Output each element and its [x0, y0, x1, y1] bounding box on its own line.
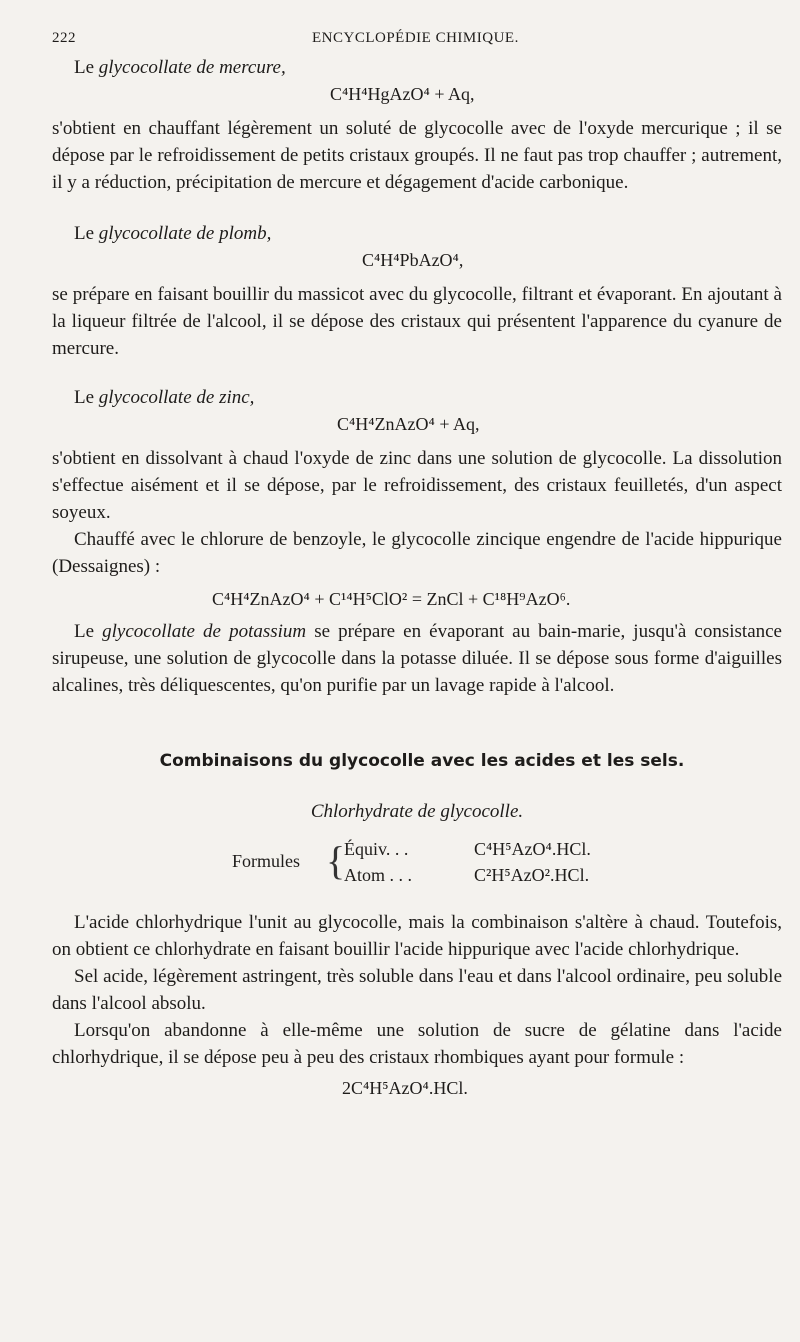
formules-label: Formules: [232, 851, 301, 871]
zinc-intro: Le glycocollate de zinc,: [74, 387, 255, 408]
running-title: ENCYCLOPÉDIE CHIMIQUE.: [312, 30, 519, 46]
mercure-formula: C⁴H⁴HgAzO⁴ + Aq,: [330, 84, 475, 104]
page-number: 222: [52, 30, 76, 46]
brace-icon: {: [326, 838, 346, 883]
page-header: [52, 26, 782, 54]
mercure-intro: Le glycocollate de mercure,: [74, 57, 286, 78]
section-paragraph-2: Sel acide, légèrement astringent, très soluble dans l'eau et dans l'alcool ordinaire, peu soluble dans l'alcool absolu.: [52, 966, 782, 1014]
document-page: [52, 26, 782, 1101]
zinc-paragraph-2: Chauffé avec le chlorure de benzoyle, le glycocolle zincique engendre de l'acide hippurique (Dessaignes) :: [52, 529, 782, 577]
mercure-name: glycocollate de mercure,: [98, 57, 286, 78]
potassium-paragraph: Le glycocollate de potassium se prépare en évaporant au bain-marie, jusqu'à consistance sirupeuse, une solution de glycocolle dans la potasse diluée. Il se dépose sous forme d'aiguilles alcalines, très déliquescentes, qu'on purifie par un lavage rapide à l'alcool.: [52, 621, 782, 696]
final-formula: 2C⁴H⁵AzO⁴.HCl.: [342, 1078, 468, 1098]
plomb-paragraph: se prépare en faisant bouillir du massicot avec du glycocolle, filtrant et évaporant. En ajoutant à la liqueur filtrée de l'alcool, il se dépose des cristaux qui présentent l'apparence du cyanure de mercure.: [52, 284, 782, 359]
plomb-intro: Le glycocollate de plomb,: [74, 223, 272, 244]
potassium-name: glycocollate de potassium: [102, 621, 307, 642]
formules-block: [52, 837, 782, 893]
formula-row-equiv: Équiv. . . C⁴H⁵AzO⁴.HCl.: [344, 839, 591, 859]
plomb-formula: C⁴H⁴PbAzO⁴,: [362, 250, 464, 270]
zinc-formula: C⁴H⁴ZnAzO⁴ + Aq,: [337, 414, 480, 434]
section-subheading: Chlorhydrate de glycocolle.: [310, 801, 524, 822]
mercure-paragraph: s'obtient en chauffant légèrement un soluté de glycocolle avec de l'oxyde mercurique ; il se dépose par le refroidissement de petits cristaux groupés. Il ne faut pas trop chauffer ; autrement, il y a réduction, précipitation de mercure et dégagement d'acide carbonique.: [52, 118, 782, 193]
section-paragraph-1: L'acide chlorhydrique l'unit au glycocolle, mais la combinaison s'altère à chaud. Toutefois, on obtient ce chlorhydrate en faisant bouillir l'acide hippurique avec l'acide chlorhydrique.: [52, 912, 782, 960]
section-heading: Combinaisons du glycocolle avec les acides et les sels.: [159, 751, 685, 771]
section-paragraph-3: Lorsqu'on abandonne à elle-même une solution de sucre de gélatine dans l'acide chlorhydrique, il se dépose peu à peu des cristaux rhombiques ayant pour formule :: [52, 1020, 782, 1068]
zinc-paragraph: s'obtient en dissolvant à chaud l'oxyde de zinc dans une solution de glycocolle. La dissolution s'effectue aisément et il se dépose, par le refroidissement, des cristaux feuilletés, d'un aspect soyeux.: [52, 448, 782, 523]
zinc-name: glycocollate de zinc,: [98, 387, 255, 408]
zinc-equation: C⁴H⁴ZnAzO⁴ + C¹⁴H⁵ClO² = ZnCl + C¹⁸H⁹AzO⁶.: [212, 589, 571, 609]
formula-row-atom: Atom . . . C²H⁵AzO².HCl.: [344, 865, 590, 885]
plomb-name: glycocollate de plomb,: [98, 223, 272, 244]
